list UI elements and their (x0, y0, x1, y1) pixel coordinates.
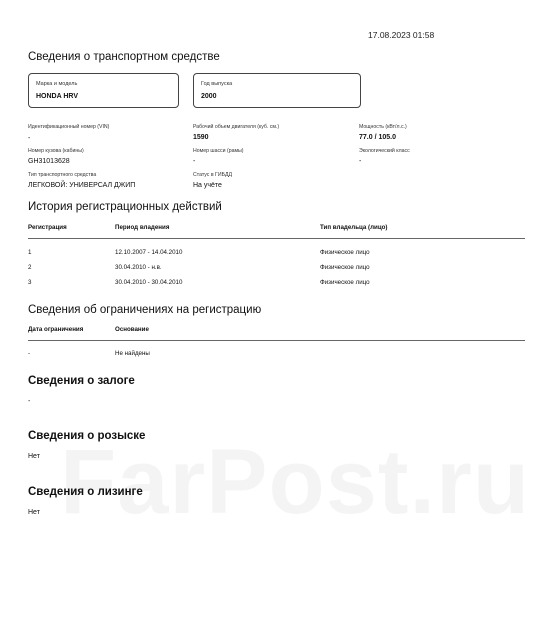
power-value: 77.0 / 105.0 (359, 134, 396, 141)
make-model-label: Марка и модель (36, 81, 78, 87)
pledge-value: - (28, 398, 31, 405)
history-cell-registration: 1 (28, 249, 32, 256)
body-number-value: GH31013628 (28, 158, 70, 165)
vin-label: Идентификационный номер (VIN) (28, 124, 110, 130)
make-model-field (28, 73, 179, 108)
engine-value: 1590 (193, 134, 209, 141)
restrictions-cell-basis: Не найдены (115, 350, 150, 357)
history-header-registration: Регистрация (28, 224, 67, 231)
section-title-restrictions: Сведения об ограничениях на регистрацию (28, 304, 262, 316)
eco-class-value: - (359, 158, 362, 165)
year-label: Год выпуска (201, 81, 233, 87)
make-model-value: HONDA HRV (36, 93, 79, 100)
history-cell-period: 30.04.2010 - 30.04.2010 (115, 279, 183, 286)
status-value: На учёте (193, 182, 222, 189)
restrictions-cell-date: - (28, 350, 31, 357)
wanted-value: Нет (28, 453, 40, 460)
history-header-period: Период владения (115, 224, 170, 231)
watermark (60, 430, 530, 535)
restrictions-header-date: Дата ограничения (28, 326, 84, 333)
history-header-divider (28, 238, 525, 239)
restrictions-header-divider (28, 340, 525, 341)
history-cell-period: 30.04.2010 - н.в. (115, 264, 162, 271)
section-title-leasing: Сведения о лизинге (28, 486, 143, 498)
eco-class-label: Экологический класс (359, 148, 410, 154)
engine-label: Рабочий объем двигателя (куб. см.) (193, 124, 280, 130)
vehicle-type-label: Тип транспортного средства (28, 172, 97, 178)
leasing-value: Нет (28, 509, 40, 516)
history-cell-owner-type: Физическое лицо (320, 249, 370, 256)
report-date: 17.08.2023 01:58 (368, 30, 435, 40)
power-label: Мощность (кВт/л.с.) (359, 124, 407, 130)
year-value: 2000 (201, 93, 217, 100)
chassis-value: - (193, 158, 196, 165)
history-header-owner-type: Тип владельца (лицо) (320, 224, 388, 231)
vin-value: - (28, 135, 31, 142)
restrictions-header-basis: Основание (115, 326, 149, 333)
section-title-wanted: Сведения о розыске (28, 430, 146, 442)
history-cell-registration: 3 (28, 279, 32, 286)
body-number-label: Номер кузова (кабины) (28, 148, 84, 154)
history-cell-period: 12.10.2007 - 14.04.2010 (115, 249, 183, 256)
history-cell-owner-type: Физическое лицо (320, 279, 370, 286)
chassis-label: Номер шасси (рамы) (193, 148, 244, 154)
year-field (193, 73, 361, 108)
history-cell-owner-type: Физическое лицо (320, 264, 370, 271)
section-title-history: История регистрационных действий (28, 201, 222, 213)
status-label: Статус в ГИБДД (193, 172, 233, 178)
vehicle-type-value: ЛЕГКОВОЙ: УНИВЕРСАЛ ДЖИП (28, 182, 136, 189)
section-title-vehicle: Сведения о транспортном средстве (28, 51, 220, 63)
history-cell-registration: 2 (28, 264, 32, 271)
section-title-pledge: Сведения о залоге (28, 375, 135, 387)
